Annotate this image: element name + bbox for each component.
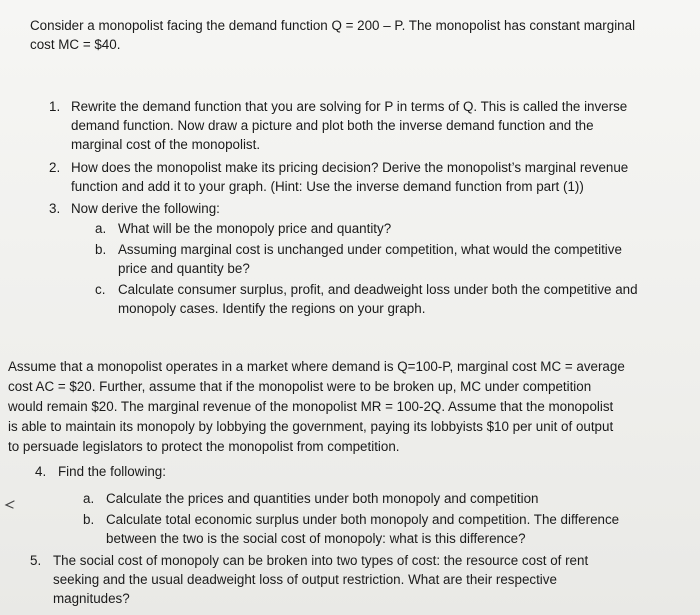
subquestion-label: b.: [95, 242, 107, 257]
question-line: between the two is the social cost of monopoly: what is this difference?: [106, 531, 526, 546]
question-1: [71, 97, 627, 154]
question-number: 1.: [49, 99, 61, 114]
intro-line: Consider a monopolist facing the demand function Q = 200 – P. The monopolist has constant marginal: [30, 18, 636, 33]
question-4b: [106, 510, 619, 548]
pen-mark-icon: [2, 497, 16, 511]
paragraph-line: would remain $20. The marginal revenue of the monopolist MR = 100-2Q. Assume that the monopolist: [8, 399, 614, 414]
question-line: Calculate total economic surplus under both monopoly and competition. The difference: [106, 512, 620, 527]
subquestion-label: a.: [95, 221, 107, 236]
question-line: demand function. Now draw a picture and plot both the inverse demand function and the: [71, 118, 594, 133]
paragraph-line: is able to maintain its monopoly by lobbying the government, paying its lobbyists $10 per unit of output: [8, 419, 614, 434]
paragraph-line: to persuade legislators to protect the monopolist from competition.: [8, 439, 400, 454]
question-3c: [118, 280, 638, 318]
question-number: 4.: [35, 464, 47, 479]
question-line: The social cost of monopoly can be broken into two types of cost: the resource cost of rent: [53, 553, 589, 568]
paragraph-line: Assume that a monopolist operates in a market where demand is Q=100-P, marginal cost MC = average: [8, 359, 625, 374]
question-3b: [118, 240, 622, 278]
question-number: 3.: [49, 201, 61, 216]
question-line: Assuming marginal cost is unchanged under competition, what would the competitive: [118, 242, 622, 257]
question-2: [71, 158, 628, 196]
question-line: price and quantity be?: [118, 261, 250, 276]
subquestion-label: a.: [83, 491, 95, 506]
question-line: Calculate consumer surplus, profit, and deadweight loss under both the competitive and: [118, 282, 638, 297]
intro-paragraph: [30, 16, 635, 54]
question-line: Calculate the prices and quantities under both monopoly and competition: [106, 491, 539, 506]
part2-paragraph: [8, 357, 625, 457]
question-line: How does the monopolist make its pricing decision? Derive the monopolist’s marginal revenue: [71, 160, 629, 175]
subquestion-label: c.: [95, 282, 106, 297]
subquestion-label: b.: [83, 512, 95, 527]
question-5: [53, 551, 588, 608]
intro-line: cost MC = $40.: [30, 37, 121, 52]
question-3: [71, 199, 220, 218]
question-4a: [106, 489, 539, 508]
question-line: Rewrite the demand function that you are solving for P in terms of Q. This is called the inverse: [71, 99, 628, 114]
question-3a: [118, 219, 391, 238]
question-line: seeking and the usual deadweight loss of output restriction. What are their respective: [53, 572, 557, 587]
question-line: marginal cost of the monopolist.: [71, 137, 261, 152]
paragraph-line: cost AC = $20. Further, assume that if the monopolist were to be broken up, MC under competition: [8, 379, 592, 394]
question-line: Find the following:: [58, 464, 166, 479]
question-number: 5.: [30, 553, 42, 568]
question-line: Now derive the following:: [71, 201, 220, 216]
question-number: 2.: [49, 160, 61, 175]
question-line: What will be the monopoly price and quantity?: [118, 221, 392, 236]
question-line: monopoly cases. Identify the regions on your graph.: [118, 301, 426, 316]
question-line: function and add it to your graph. (Hint: Use the inverse demand function from part (1)): [71, 179, 584, 194]
question-4: [58, 462, 166, 481]
question-line: magnitudes?: [53, 591, 130, 606]
